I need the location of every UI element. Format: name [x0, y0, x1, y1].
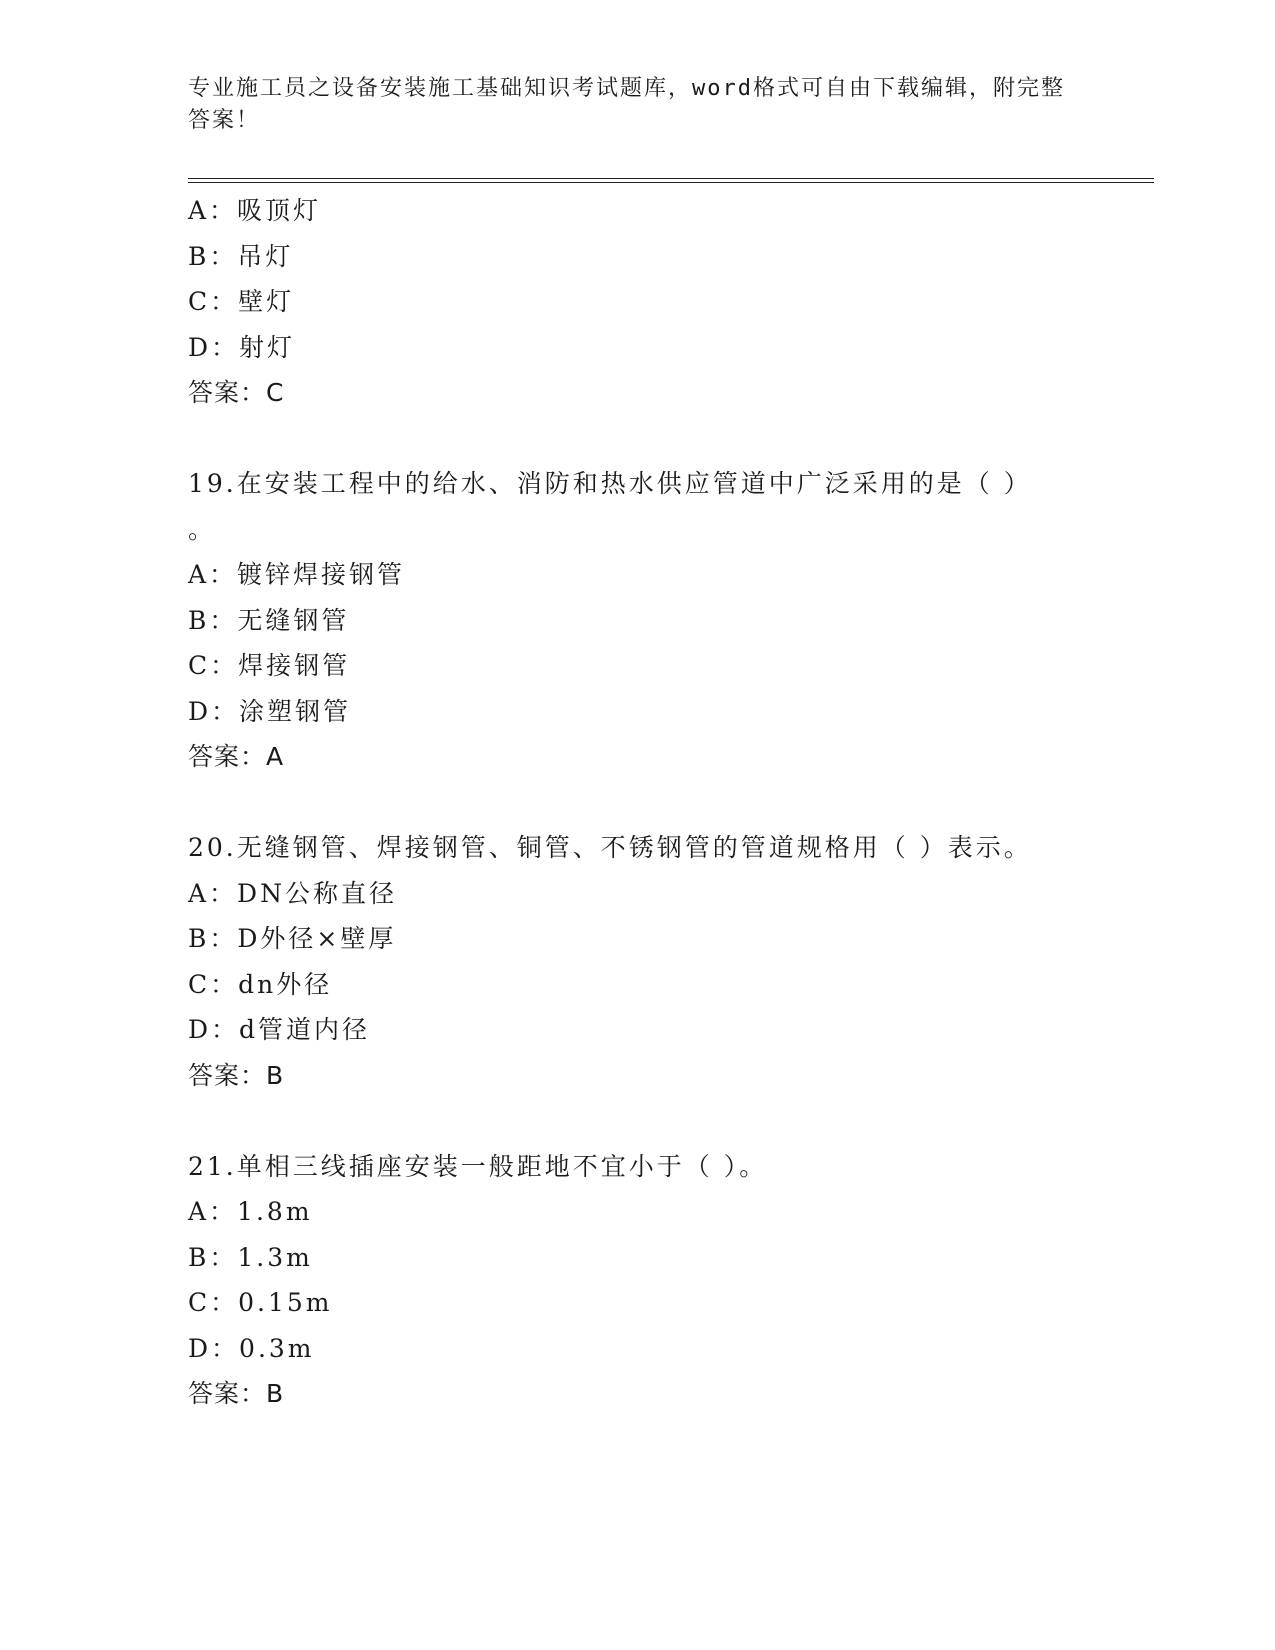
- block-spacer: [188, 1098, 1148, 1144]
- question-text: 21.单相三线插座安装一般距地不宜小于（ ）。: [188, 1151, 768, 1181]
- option-b: B：D外径×壁厚: [188, 924, 397, 953]
- option-c: C：壁灯: [188, 287, 295, 316]
- question-list: [188, 188, 1148, 1417]
- header-rule-bottom: [188, 182, 1154, 183]
- option-b: B：1.3m: [188, 1242, 313, 1272]
- option-a: A：镀锌焊接钢管: [188, 560, 406, 589]
- option-c: C：0.15m: [188, 1288, 333, 1317]
- option-a: A：DN公称直径: [188, 878, 397, 908]
- option-a: A：1.8m: [188, 1197, 313, 1226]
- option-b: B：无缝钢管: [188, 605, 350, 635]
- question-block-21: [188, 1144, 1148, 1417]
- option-d: D：涂塑钢管: [188, 696, 352, 726]
- option-d: D：射灯: [188, 332, 296, 362]
- block-spacer: [188, 780, 1148, 826]
- option-b: B：吊灯: [188, 241, 294, 271]
- header-rule-top: [188, 178, 1154, 179]
- question-block-19: [188, 461, 1148, 780]
- question-text: 20.无缝钢管、焊接钢管、铜管、不锈钢管的管道规格用（ ）表示。: [188, 833, 1032, 862]
- question-text: 19.在安装工程中的给水、消防和热水供应管道中广泛采用的是（ ）: [188, 469, 1032, 498]
- answer-line: 答案：B: [188, 1060, 285, 1090]
- option-c: C：dn外径: [188, 969, 333, 999]
- answer-line: 答案：B: [188, 1379, 285, 1408]
- answer-line: 答案：C: [188, 378, 285, 407]
- option-d: D：d管道内径: [188, 1015, 371, 1044]
- block-spacer: [188, 416, 1148, 462]
- option-a: A：吸顶灯: [188, 196, 322, 225]
- question-block-20: [188, 825, 1148, 1098]
- answer-line: 答案：A: [188, 742, 285, 771]
- question-block-18: [188, 188, 1148, 416]
- option-d: D：0.3m: [188, 1333, 315, 1363]
- option-c: C：焊接钢管: [188, 651, 351, 680]
- page-header: 专业施工员之设备安装施工基础知识考试题库，word格式可自由下载编辑，附完整答案！: [188, 76, 1065, 133]
- question-text-continuation: 。: [188, 514, 217, 544]
